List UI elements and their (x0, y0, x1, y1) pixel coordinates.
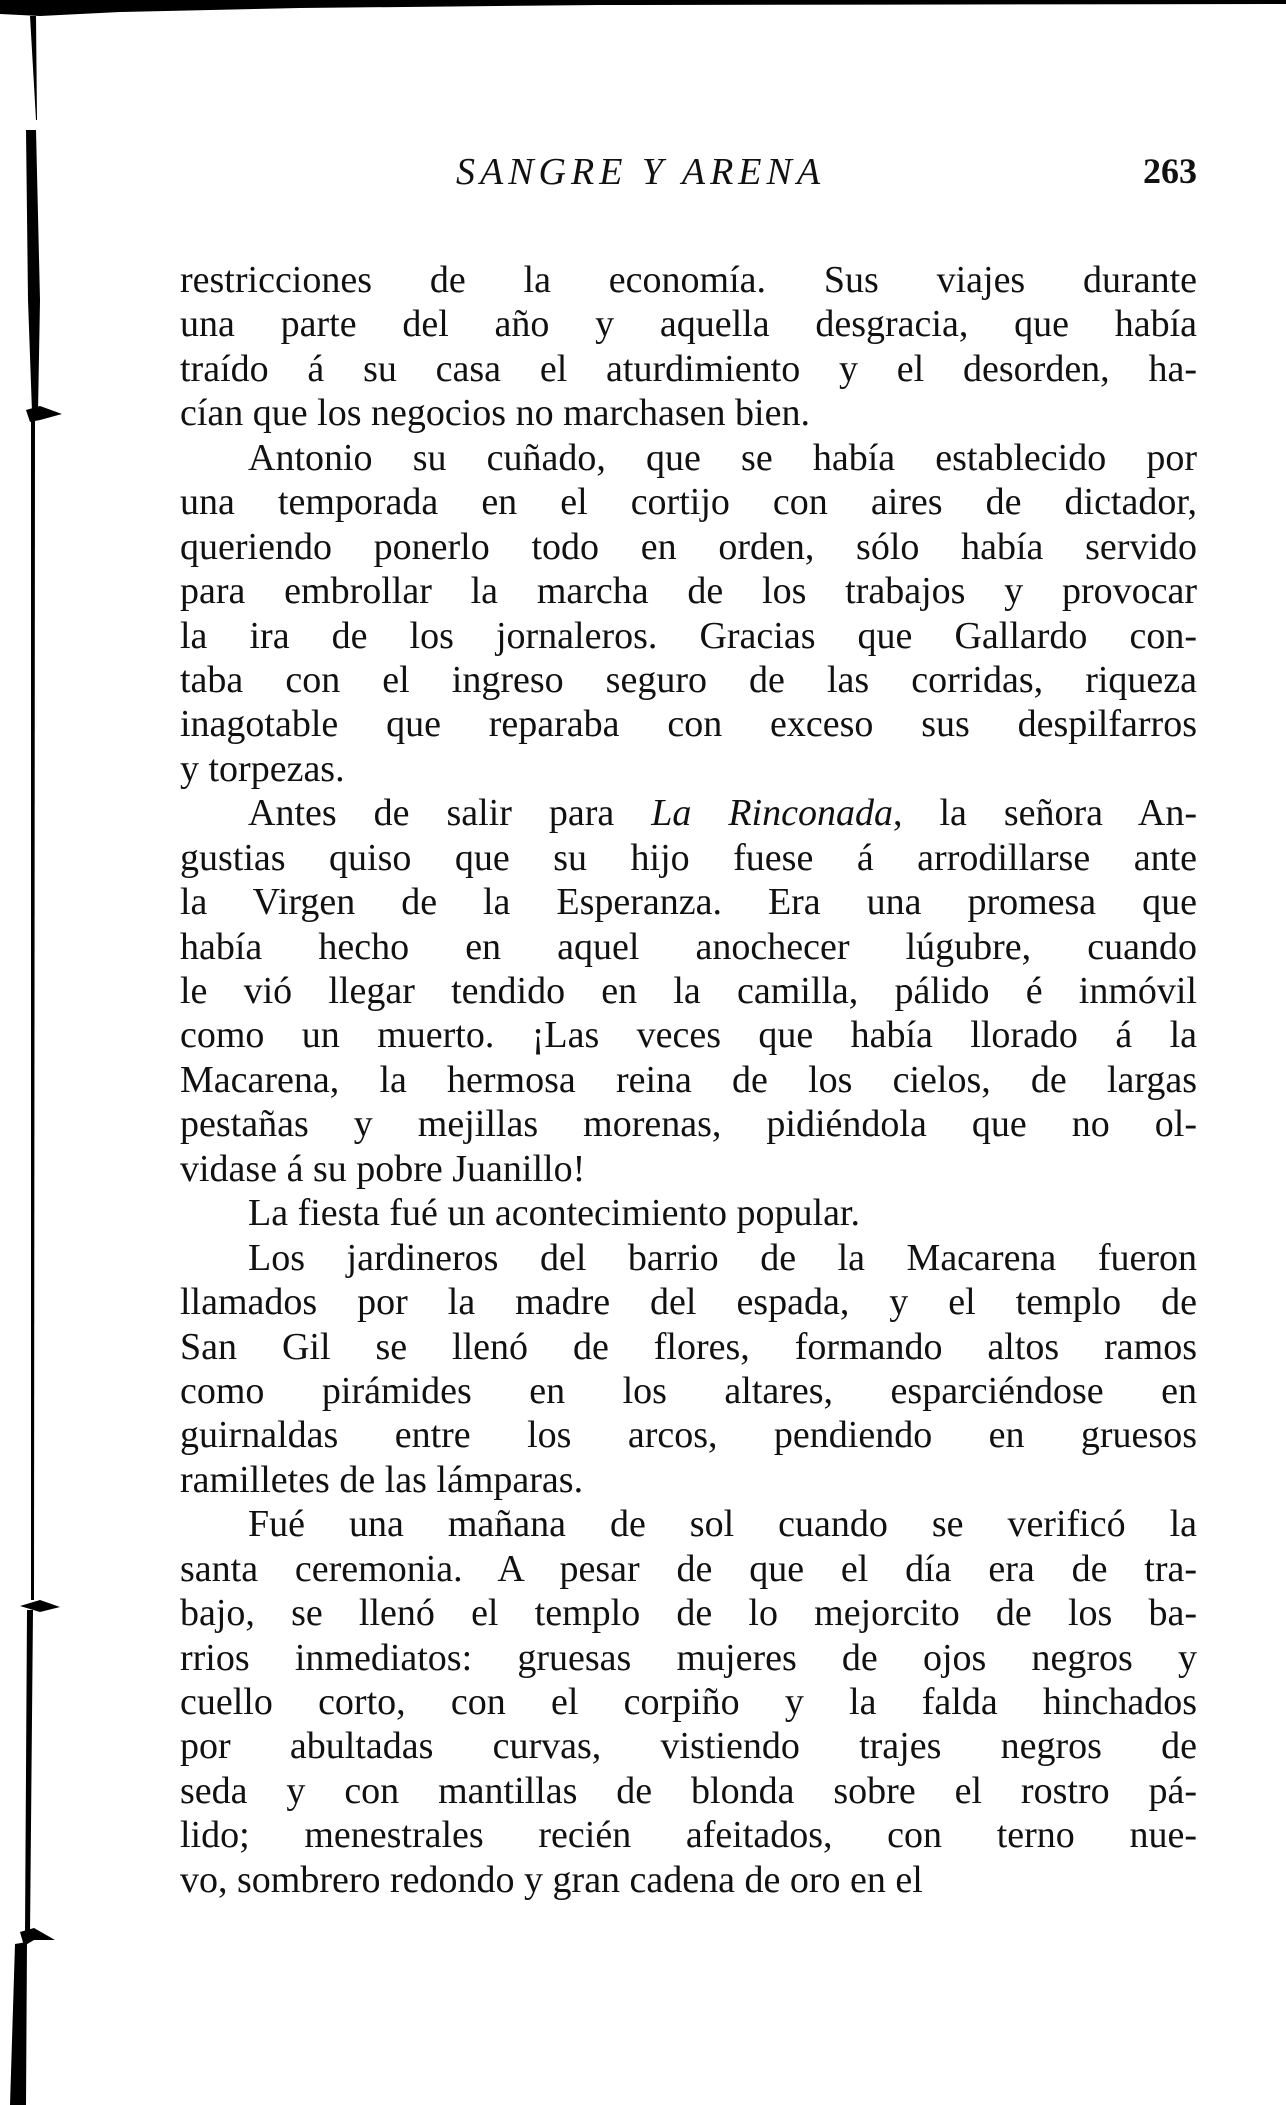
paragraph (180, 436, 1197, 792)
text-line: le vió llegar tendido en la camilla, pálido é inmóvil (180, 970, 1197, 1012)
text-line: rrios inmediatos: gruesas mujeres de ojos negros y (180, 1636, 1197, 1679)
text-line: una parte del año y aquella desgracia, que había (180, 303, 1197, 346)
text-line: para embrollar la marcha de los trabajos y provocar (180, 570, 1197, 613)
text-line: una temporada en el cortijo con aires de dictador, (180, 481, 1197, 524)
paragraph (180, 1502, 1197, 1902)
text-line: San Gil se llenó de flores, formando altos ramos (180, 1325, 1197, 1368)
text-line (180, 791, 1197, 835)
text-line: ramilletes de las lámparas. (180, 1458, 584, 1501)
text-line: restricciones de la economía. Sus viajes durante (180, 259, 1197, 301)
text-line: gustias quiso que su hijo fuese á arrodillarse ante (180, 836, 1197, 879)
paragraph (180, 258, 1197, 436)
text-line: vo, sombrero redondo y gran cadena de oro en el (180, 1858, 923, 1901)
text-line: y torpezas. (180, 747, 345, 790)
text-line: como pirámides en los altares, esparciéndose en (180, 1369, 1197, 1412)
text-line: Macarena, la hermosa reina de los cielos, de largas (180, 1058, 1197, 1101)
text-line: inagotable que reparaba con exceso sus despilfarros (180, 703, 1197, 746)
paragraph (180, 791, 1197, 1191)
text-line: seda y con mantillas de blonda sobre el rostro pá- (180, 1769, 1197, 1812)
page-number: 263 (1143, 151, 1197, 191)
paragraph (180, 1191, 1197, 1235)
page-top-edge (0, 0, 1286, 16)
text-line: La fiesta fué un acontecimiento popular. (248, 1192, 860, 1235)
text-line: guirnaldas entre los arcos, pendiendo en gruesos (180, 1414, 1197, 1457)
text-line: había hecho en aquel anochecer lúgubre, cuando (180, 925, 1197, 968)
text-span: , la señora An- (892, 792, 1197, 835)
text-line: la ira de los jornaleros. Gracias que Gallardo con- (180, 614, 1197, 657)
text-line: taba con el ingreso seguro de las corridas, riqueza (180, 658, 1197, 701)
text-line: Los jardineros del barrio de la Macarena fueron (248, 1236, 1197, 1279)
text-line: la Virgen de la Esperanza. Era una promesa que (180, 881, 1197, 924)
text-line: por abultadas curvas, vistiendo trajes negros de (180, 1725, 1197, 1768)
text-line: lido; menestrales recién afeitados, con terno nue- (180, 1814, 1197, 1857)
running-head-title: SANGRE Y ARENA (456, 151, 826, 193)
text-line: cuello corto, con el corpiño y la falda hinchados (180, 1681, 1197, 1723)
text-line: pestañas y mejillas morenas, pidiéndola que no ol- (180, 1103, 1197, 1146)
text-span: Antes de salir para (248, 792, 652, 835)
text-line: llamados por la madre del espada, y el templo de (180, 1281, 1197, 1324)
text-line: queriendo ponerlo todo en orden, sólo había servido (180, 525, 1197, 568)
text-line: vidase á su pobre Juanillo! (180, 1147, 586, 1190)
text-line: como un muerto. ¡Las veces que había llorado á la (180, 1014, 1197, 1057)
running-head (180, 150, 1197, 200)
paragraph (180, 1236, 1197, 1503)
text-line: traído á su casa el aturdimiento y el desorden, ha- (180, 347, 1197, 390)
text-line: Fué una mañana de sol cuando se verificó la (248, 1503, 1197, 1546)
text-line: Antonio su cuñado, que se había establecido por (248, 436, 1197, 479)
text-line: bajo, se llenó el templo de lo mejorcito de los ba- (180, 1592, 1197, 1635)
text-line: cían que los negocios no marchasen bien. (180, 392, 810, 435)
body-text (180, 258, 1197, 1902)
italic-title: La Rinconada (651, 792, 893, 835)
text-line: santa ceremonia. A pesar de que el día era de tra- (180, 1547, 1197, 1590)
page-binding-edge (0, 0, 80, 2105)
